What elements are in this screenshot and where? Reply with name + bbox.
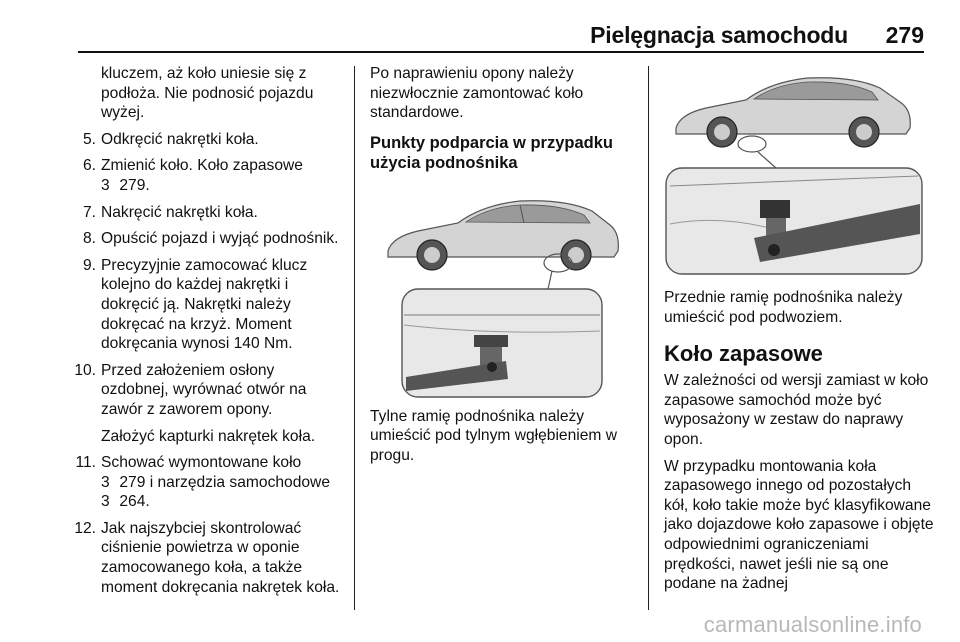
step-text: Zmienić koło. Koło zapasowe [101,157,303,175]
front-jack-illustration-svg [664,64,926,276]
step-11 [72,453,342,512]
page-reference[interactable]: 264. [119,493,150,511]
page-reference[interactable]: 279. [119,176,150,194]
step-6 [72,156,342,195]
column-divider-2 [648,66,649,610]
watermark: carmanualsonline.info [703,612,922,637]
rear-jack-caption: Tylne ramię podnośnika należy umieścić pod tylnym wgłębieniem w progu. [370,407,617,464]
step-9 [72,256,342,354]
column-right [664,64,934,601]
page-ref-arrow-icon: 3 [101,493,110,511]
step-number: 11. [75,454,96,472]
step-10-extra: Założyć kapturki nakrętek koła. [101,427,316,445]
step-text: Jak najszybciej skontrolować ciśnienie powietrza w oponie zamocowanego koła, a także moment dokręcania nakrętek koła. [101,519,340,596]
continued-text: kluczem, aż koło uniesie się z podłoża. Nie podnosić pojazdu wyżej. [101,65,314,122]
page-ref-arrow-icon: 3 [101,176,110,194]
section-heading-spare-wheel: Koło zapasowe [664,341,823,367]
step-5 [72,130,342,150]
rear-jack-illustration-svg [370,185,632,399]
section-title: Pielęgnacja samochodu [590,22,848,48]
rear-jack-point-illustration [370,185,632,399]
step-text: Opuścić pojazd i wyjąć podnośnik. [101,230,339,248]
spare-wheel-paragraph-1: W zależności od wersji zamiast w koło zapasowe samochód może być wyposażony w zestaw do naprawy opon. [664,372,929,448]
step-number: 7. [82,203,96,221]
step-number: 9. [82,256,96,274]
section-heading-jack-points: Punkty podparcia w przypadku użycia podnośnika [370,133,613,172]
step-text: Precyzyjnie zamocować klucz kolejno do każdej nakrętki i dokręcić ją. Nakrętki należy dokręcać na krzyż. Moment dokręcania wynosi 140 Nm. [101,256,308,353]
page-reference[interactable]: 279 i narzędzia samochodowe [119,473,330,491]
header-rule [78,51,924,53]
step-7 [72,203,342,223]
column-middle [370,64,638,473]
page-header [0,0,960,54]
page-ref-arrow-icon: 3 [101,473,110,491]
intro-paragraph: Po naprawieniu opony należy niezwłocznie zamontować koło standardowe. [370,65,584,122]
step-number: 6. [82,157,96,175]
step-number: 5. [82,130,96,148]
step-text: Schować wymontowane koło [101,454,302,472]
step-number: 8. [82,230,96,248]
step-8 [72,229,342,249]
column-left [72,64,342,604]
step-number: 10. [74,361,96,379]
step-12 [72,519,342,597]
front-jack-point-illustration [664,64,926,276]
page-number: 279 [885,22,924,48]
column-divider-1 [354,66,355,610]
step-text: Odkręcić nakrętki koła. [101,130,259,148]
spare-wheel-paragraph-2: W przypadku montowania koła zapasowego innego od pozostałych kół, koło takie może być klasyfikowane jako dojazdowe koło zapasowe i objęte odpowiednimi ograniczeniami prędkości, nawet jeśli nie są one podane na żadnej [664,457,934,593]
step-10 [72,361,342,420]
front-jack-caption: Przednie ramię podnośnika należy umieścić pod podwoziem. [664,289,903,326]
step-number: 12. [74,519,96,537]
step-text: Nakręcić nakrętki koła. [101,203,258,221]
step-text: Przed założeniem osłony ozdobnej, wyrównać otwór na zawór z zaworem opony. [101,361,307,418]
